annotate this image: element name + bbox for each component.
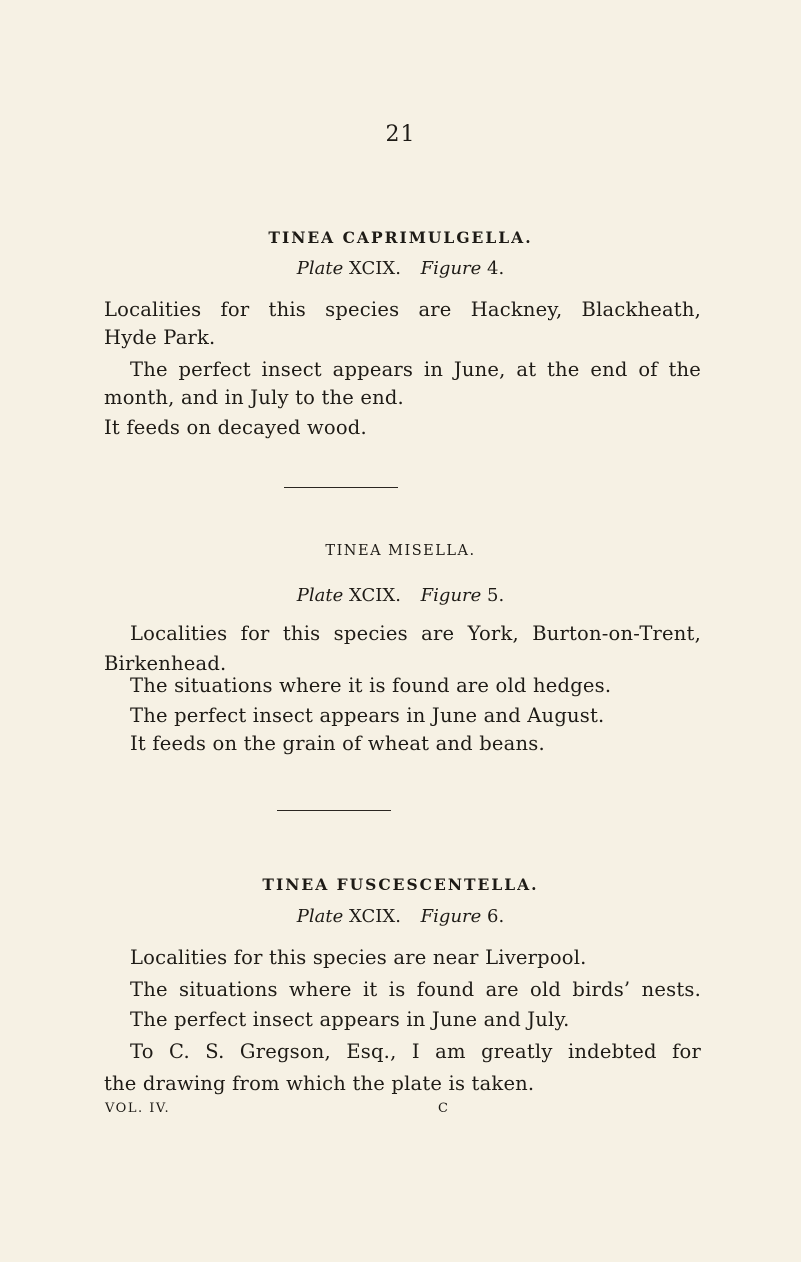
plate-reference [0, 258, 801, 279]
section-divider [284, 487, 398, 488]
section-heading: TINEA MISELLA. [325, 543, 476, 559]
section-heading: TINEA CAPRIMULGELLA. [268, 228, 533, 247]
figure-number: 5. [487, 585, 505, 606]
text-line: The perfect insect appears in June and July. [130, 1008, 570, 1031]
section-divider [277, 810, 391, 811]
text-line: The situations where it is found are old birds’ nests. [130, 978, 701, 1001]
figure-number: 4. [487, 258, 505, 279]
footer-signature: C [438, 1101, 450, 1116]
figure-label: Figure [420, 258, 482, 279]
plate-number: XCIX. [349, 906, 401, 927]
figure-label: Figure [420, 585, 482, 606]
plate-label: Plate [296, 258, 344, 279]
text-line: Birkenhead. [104, 652, 227, 675]
text-line: The situations where it is found are old hedges. [130, 674, 612, 697]
plate-label: Plate [296, 906, 344, 927]
plate-reference [0, 906, 801, 927]
text-line: The perfect insect appears in June, at the end of the [130, 358, 701, 381]
text-line: It feeds on decayed wood. [104, 416, 367, 439]
text-line: To C. S. Gregson, Esq., I am greatly indebted for [130, 1040, 701, 1063]
text-line: Localities for this species are Hackney, Blackheath, [104, 298, 701, 321]
section-heading: TINEA FUSCESCENTELLA. [262, 875, 539, 894]
text-line: It feeds on the grain of wheat and beans. [130, 732, 545, 755]
text-line: Localities for this species are near Liverpool. [130, 946, 587, 969]
text-line: Hyde Park. [104, 326, 216, 349]
figure-label: Figure [420, 906, 482, 927]
text-line: month, and in July to the end. [104, 386, 404, 409]
figure-number: 6. [487, 906, 505, 927]
plate-label: Plate [296, 585, 344, 606]
text-line: the drawing from which the plate is taken. [104, 1072, 535, 1095]
plate-reference [0, 585, 801, 606]
text-line: The perfect insect appears in June and August. [130, 704, 605, 727]
plate-number: XCIX. [349, 585, 401, 606]
text-line: Localities for this species are York, Burton-on-Trent, [130, 622, 701, 645]
footer-volume: VOL. IV. [105, 1101, 171, 1116]
plate-number: XCIX. [349, 258, 401, 279]
page-number: 21 [385, 122, 416, 147]
